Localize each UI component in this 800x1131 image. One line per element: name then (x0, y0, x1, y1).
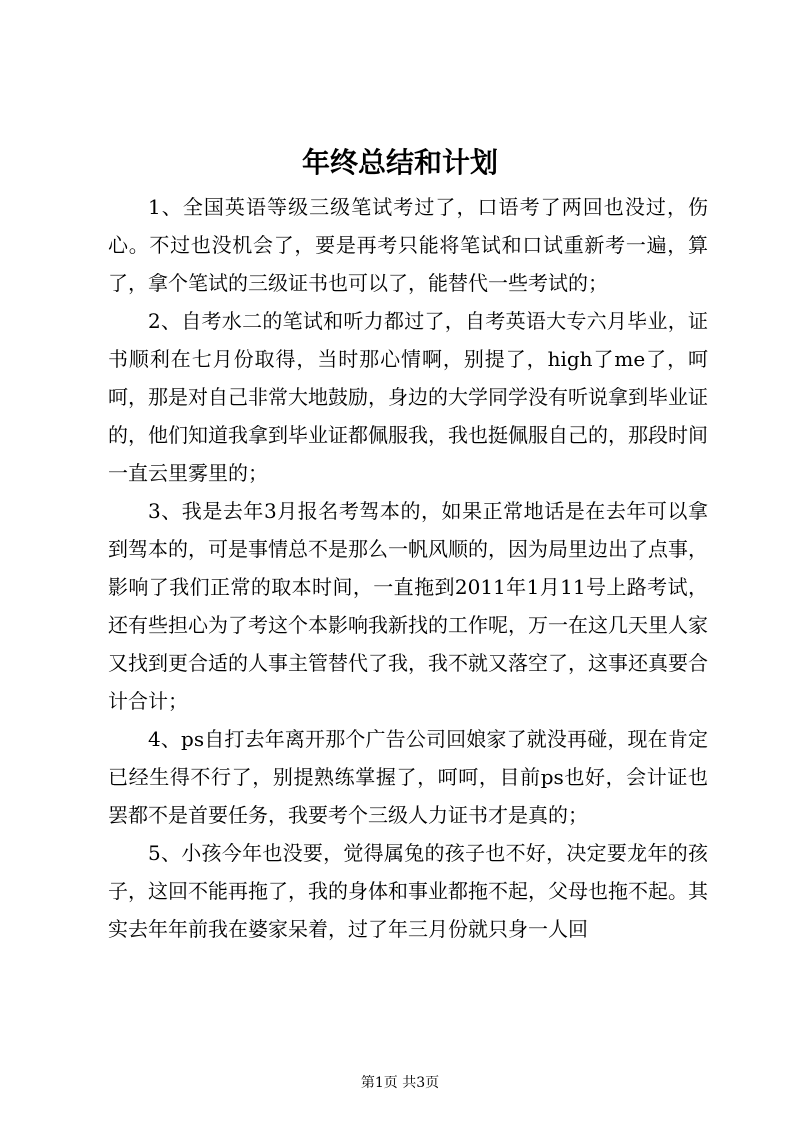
paragraph-5: 5、小孩今年也没要，觉得属兔的孩子也不好，决定要龙年的孩子，这回不能再拖了，我的身体和事业都拖不起，父母也拖不起。其实去年年前我在婆家呆着，过了年三月份就只身一人回 (108, 841, 708, 941)
document-title: 年终总结和计划 (301, 146, 498, 179)
document-body (108, 188, 708, 948)
paragraph-2: 2、自考水二的笔试和听力都过了，自考英语大专六月毕业，证书顺利在七月份取得，当时那心情啊，别提了，high了me了，呵呵，那是对自己非常大地鼓励，身边的大学同学没有听说拿到毕业证的，他们知道我拿到毕业证都佩服我，我也挺佩服自己的，那段时间一直云里雾里的； (108, 309, 708, 485)
page-number-footer: 第1页 共3页 (360, 1075, 440, 1091)
paragraph-1: 1、全国英语等级三级笔试考过了，口语考了两回也没过，伤心。不过也没机会了，要是再考只能将笔试和口试重新考一遍，算了，拿个笔试的三级证书也可以了，能替代一些考试的； (108, 195, 708, 295)
paragraph-3: 3、我是去年3月报名考驾本的，如果正常地话是在去年可以拿到驾本的，可是事情总不是那么一帆风顺的，因为局里边出了点事，影响了我们正常的取本时间，一直拖到2011年1月11号上路考试，还有些担心为了考这个本影响我新找的工作呢，万一在这几天里人家又找到更合适的人事主管替代了我，我不就又落空了，这事还真要合计合计； (108, 499, 708, 713)
paragraph-4: 4、ps自打去年离开那个广告公司回娘家了就没再碰，现在肯定已经生得不行了，别提熟练掌握了，呵呵，目前ps也好，会计证也罢都不是首要任务，我要考个三级人力证书才是真的； (108, 727, 708, 827)
